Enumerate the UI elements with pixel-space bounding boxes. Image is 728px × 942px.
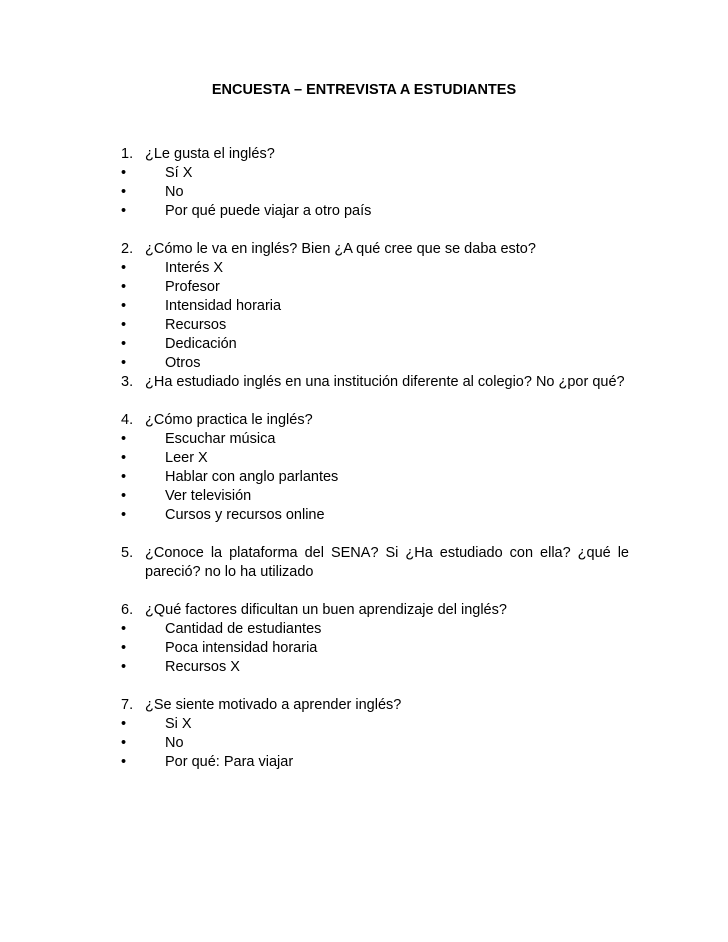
- list-item: [121, 430, 629, 449]
- bullet-icon: •: [121, 735, 127, 751]
- question-number: 1.: [121, 146, 134, 162]
- bullet-icon: •: [121, 716, 127, 732]
- option-text: Ver televisión: [165, 488, 252, 504]
- list-item: [121, 734, 629, 753]
- bullet-icon: •: [121, 621, 127, 637]
- question-7: [121, 696, 629, 715]
- option-text: Leer X: [165, 450, 208, 466]
- option-text: Profesor: [165, 279, 220, 295]
- option-text: Por qué: Para viajar: [165, 754, 294, 770]
- question-5: [121, 544, 629, 582]
- bullet-icon: •: [121, 507, 127, 523]
- list-item: [121, 335, 629, 354]
- list-item: [121, 202, 629, 221]
- option-text: Otros: [165, 355, 201, 371]
- list-item: [121, 753, 629, 772]
- option-text: Interés X: [165, 260, 224, 276]
- question-text: ¿Cómo le va en inglés? Bien ¿A qué cree que se daba esto?: [145, 241, 536, 257]
- option-text: Poca intensidad horaria: [165, 640, 318, 656]
- list-item: [121, 658, 629, 677]
- question-1: [121, 145, 629, 164]
- bullet-icon: •: [121, 488, 127, 504]
- option-text: Escuchar música: [165, 431, 276, 447]
- survey-body: [121, 145, 629, 772]
- bullet-icon: •: [121, 754, 127, 770]
- question-text: ¿Cómo practica le inglés?: [145, 412, 313, 428]
- list-item: [121, 506, 629, 525]
- list-item: [121, 449, 629, 468]
- list-item: [121, 487, 629, 506]
- bullet-icon: •: [121, 184, 127, 200]
- list-item: [121, 620, 629, 639]
- question-number: 4.: [121, 412, 134, 428]
- option-text: Recursos: [165, 317, 227, 333]
- question-6: [121, 601, 629, 620]
- option-text: Sí X: [165, 165, 193, 181]
- question-number: 2.: [121, 241, 134, 257]
- question-text: ¿Se siente motivado a aprender inglés?: [145, 697, 402, 713]
- bullet-icon: •: [121, 659, 127, 675]
- option-text: Intensidad horaria: [165, 298, 282, 314]
- question-text-line-2: pareció? no lo ha utilizado: [145, 564, 314, 580]
- question-text-line-1: ¿Conoce la plataforma del SENA? Si ¿Ha estudiado con ella? ¿qué le: [145, 545, 629, 561]
- option-text: Por qué puede viajar a otro país: [165, 203, 372, 219]
- question-3: [121, 373, 629, 392]
- bullet-icon: •: [121, 203, 127, 219]
- list-item: [121, 316, 629, 335]
- question-text: ¿Le gusta el inglés?: [145, 146, 275, 162]
- question-number: 3.: [121, 374, 134, 390]
- bullet-icon: •: [121, 298, 127, 314]
- list-item: [121, 183, 629, 202]
- bullet-icon: •: [121, 165, 127, 181]
- option-text: Cursos y recursos online: [165, 507, 325, 523]
- option-text: Hablar con anglo parlantes: [165, 469, 339, 485]
- bullet-icon: •: [121, 450, 127, 466]
- bullet-icon: •: [121, 317, 127, 333]
- list-item: [121, 259, 629, 278]
- option-text: Dedicación: [165, 336, 237, 352]
- question-text: ¿Ha estudiado inglés en una institución diferente al colegio? No ¿por qué?: [145, 374, 625, 390]
- option-text: Cantidad de estudiantes: [165, 621, 322, 637]
- option-text: No: [165, 735, 184, 751]
- question-number: 6.: [121, 602, 134, 618]
- bullet-icon: •: [121, 469, 127, 485]
- list-item: [121, 468, 629, 487]
- list-item: [121, 354, 629, 373]
- bullet-icon: •: [121, 431, 127, 447]
- bullet-icon: •: [121, 355, 127, 371]
- bullet-icon: •: [121, 260, 127, 276]
- list-item: [121, 639, 629, 658]
- list-item: [121, 164, 629, 183]
- page-title: ENCUESTA – ENTREVISTA A ESTUDIANTES: [211, 82, 517, 98]
- option-text: Recursos X: [165, 659, 240, 675]
- bullet-icon: •: [121, 279, 127, 295]
- option-text: No: [165, 184, 184, 200]
- bullet-icon: •: [121, 336, 127, 352]
- question-number: 7.: [121, 697, 134, 713]
- list-item: [121, 297, 629, 316]
- list-item: [121, 278, 629, 297]
- option-text: Si X: [165, 716, 192, 732]
- question-4: [121, 411, 629, 430]
- list-item: [121, 715, 629, 734]
- question-number: 5.: [121, 545, 134, 561]
- question-2: [121, 240, 629, 259]
- bullet-icon: •: [121, 640, 127, 656]
- question-text: ¿Qué factores dificultan un buen aprendizaje del inglés?: [145, 602, 507, 618]
